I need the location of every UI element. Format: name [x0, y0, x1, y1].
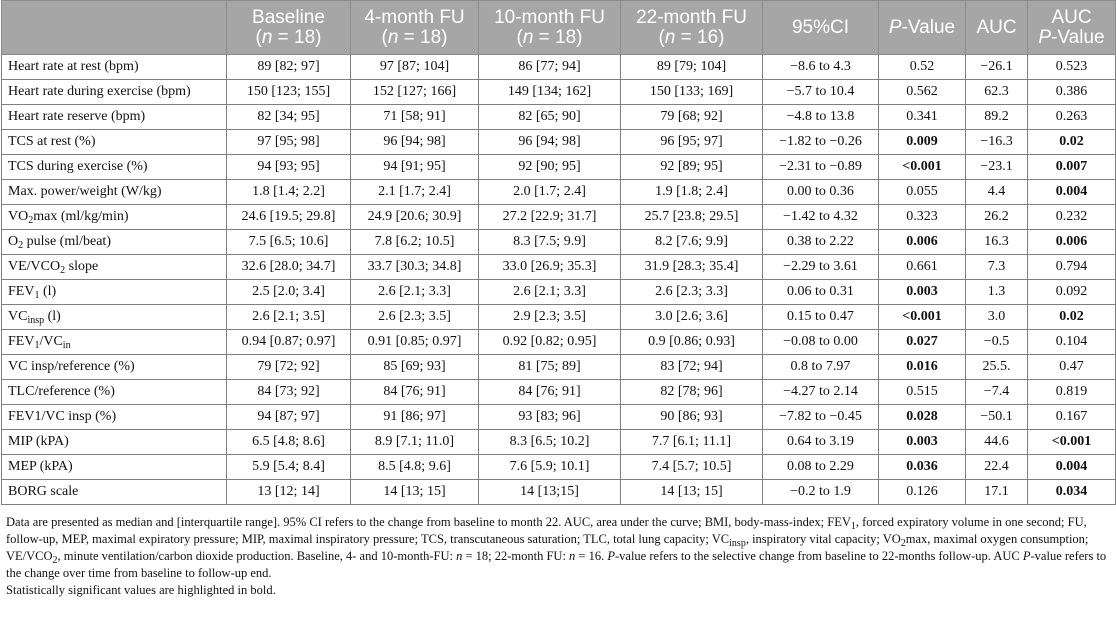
auc-cell: −23.1 [966, 155, 1028, 180]
auc-cell: −16.3 [966, 130, 1028, 155]
baseline-cell: 7.5 [6.5; 10.6] [227, 230, 351, 255]
header-auc-p-value: AUC P-Value [1028, 1, 1116, 55]
auc-cell: 22.4 [966, 455, 1028, 480]
baseline-cell: 24.6 [19.5; 29.8] [227, 205, 351, 230]
baseline-cell: 1.8 [1.4; 2.2] [227, 180, 351, 205]
auc-cell: 25.5. [966, 355, 1028, 380]
header-baseline-n: (n = 18) [255, 26, 322, 48]
table-body [2, 55, 1116, 505]
row-label: $O_2$ pulse (ml/beat) [2, 230, 227, 255]
ci-cell: 0.15 to 0.47 [763, 305, 879, 330]
fu10-cell: 92 [90; 95] [479, 155, 621, 180]
fu10-cell: 82 [65; 90] [479, 105, 621, 130]
fu4-cell: 71 [58; 91] [351, 105, 479, 130]
auc-p-value-cell: 0.232 [1028, 205, 1116, 230]
row-label: Heart rate during exercise (bpm) [2, 80, 227, 105]
table-row [2, 80, 1116, 105]
table-header [2, 1, 1116, 55]
fu22-cell: 82 [78; 96] [621, 380, 763, 405]
auc-p-value-cell: 0.47 [1028, 355, 1116, 380]
row-label: BORG scale [2, 480, 227, 505]
auc-cell: −50.1 [966, 405, 1028, 430]
auc-cell: 62.3 [966, 80, 1028, 105]
fu22-cell: 1.9 [1.8; 2.4] [621, 180, 763, 205]
row-label: Heart rate reserve (bpm) [2, 105, 227, 130]
fu22-cell: 25.7 [23.8; 29.5] [621, 205, 763, 230]
table-row [2, 205, 1116, 230]
fu10-cell: 84 [76; 91] [479, 380, 621, 405]
header-row [2, 1, 1116, 55]
baseline-cell: 150 [123; 155] [227, 80, 351, 105]
fu4-cell: 94 [91; 95] [351, 155, 479, 180]
auc-cell: 89.2 [966, 105, 1028, 130]
row-label: $VE/VCO_2$ slope [2, 255, 227, 280]
p-value-cell: 0.006 [879, 230, 966, 255]
auc-p-value-cell: 0.034 [1028, 480, 1116, 505]
footnote-significance: Statistically significant values are highlighted in bold. [6, 583, 276, 597]
baseline-cell: 13 [12; 14] [227, 480, 351, 505]
ci-cell: −4.8 to 13.8 [763, 105, 879, 130]
fu22-cell: 0.9 [0.86; 0.93] [621, 330, 763, 355]
row-label: Max. power/weight (W/kg) [2, 180, 227, 205]
ci-cell: −4.27 to 2.14 [763, 380, 879, 405]
auc-cell: 1.3 [966, 280, 1028, 305]
auc-p-value-cell: 0.167 [1028, 405, 1116, 430]
fu10-cell: 93 [83; 96] [479, 405, 621, 430]
fu10-cell: 149 [134; 162] [479, 80, 621, 105]
fu22-cell: 79 [68; 92] [621, 105, 763, 130]
auc-p-value-cell: 0.092 [1028, 280, 1116, 305]
auc-cell: 3.0 [966, 305, 1028, 330]
ci-cell: −7.82 to −0.45 [763, 405, 879, 430]
header-22-month-fu: 22-month FU (n = 16) [621, 1, 763, 55]
table-row [2, 130, 1116, 155]
baseline-cell: 2.5 [2.0; 3.4] [227, 280, 351, 305]
fu4-cell: 33.7 [30.3; 34.8] [351, 255, 479, 280]
header-parameter [2, 1, 227, 55]
p-value-cell: 0.126 [879, 480, 966, 505]
table-row [2, 280, 1116, 305]
table-row [2, 255, 1116, 280]
row-label: $FEV_1/VC_{in}$ [2, 330, 227, 355]
fu4-cell: 14 [13; 15] [351, 480, 479, 505]
p-value-cell: 0.016 [879, 355, 966, 380]
row-label: $VO_2\max$ (ml/kg/min) [2, 205, 227, 230]
table-row [2, 305, 1116, 330]
footnote-abbreviations: Data are presented as median and [interquartile range]. 95% CI refers to the change from baseline to month 22. AUC, area under the curve; BMI, body-mass-index; $FEV_1$, forced expiratory volume in one second; FU, follow-up, MEP, maximal expiratory pressure; MIP, maximal inspiratory pressure; TCS, transcutaneous saturation; TLC, total lung capacity; $VC_{insp}$, inspiratory vital capacity; $VO_2\max$, maximal oxygen consumption; $VE/VCO_2$, minute ventilation/carbon dioxide production. Baseline, 4- and 10-month-FU: n = 18; 22-month FU: n = 16. P-value refers to the selective change from baseline to 22-months follow-up. AUC P-value refers to the change over time from baseline to follow-up end. [6, 515, 1107, 580]
fu10-cell: 81 [75; 89] [479, 355, 621, 380]
auc-cell: −26.1 [966, 55, 1028, 80]
fu4-cell: 0.91 [0.85; 0.97] [351, 330, 479, 355]
header-4-month-fu: 4-month FU (n = 18) [351, 1, 479, 55]
ci-cell: 0.38 to 2.22 [763, 230, 879, 255]
header-auc: AUC [966, 1, 1028, 55]
ci-cell: −0.2 to 1.9 [763, 480, 879, 505]
fu22-cell: 96 [95; 97] [621, 130, 763, 155]
fu22-cell: 3.0 [2.6; 3.6] [621, 305, 763, 330]
table-row [2, 480, 1116, 505]
header-22-month-fu-n: (n = 16) [658, 26, 725, 48]
p-value-cell: 0.003 [879, 280, 966, 305]
fu10-cell: 0.92 [0.82; 0.95] [479, 330, 621, 355]
fu4-cell: 7.8 [6.2; 10.5] [351, 230, 479, 255]
fu22-cell: 83 [72; 94] [621, 355, 763, 380]
p-value-cell: 0.028 [879, 405, 966, 430]
fu10-cell: 2.9 [2.3; 3.5] [479, 305, 621, 330]
header-p-value: P-Value [879, 1, 966, 55]
auc-p-value-cell: <0.001 [1028, 430, 1116, 455]
row-label: VC insp/reference (%) [2, 355, 227, 380]
p-value-cell: 0.003 [879, 430, 966, 455]
ci-cell: −1.82 to −0.26 [763, 130, 879, 155]
p-value-cell: 0.562 [879, 80, 966, 105]
auc-p-value-cell: 0.523 [1028, 55, 1116, 80]
p-value-cell: 0.52 [879, 55, 966, 80]
row-label: $VC_{insp}$ (l) [2, 305, 227, 330]
auc-p-value-cell: 0.02 [1028, 130, 1116, 155]
p-value-cell: <0.001 [879, 305, 966, 330]
auc-cell: 7.3 [966, 255, 1028, 280]
fu22-cell: 89 [79; 104] [621, 55, 763, 80]
baseline-cell: 94 [87; 97] [227, 405, 351, 430]
row-label: MIP (kPA) [2, 430, 227, 455]
fu10-cell: 33.0 [26.9; 35.3] [479, 255, 621, 280]
auc-p-value-cell: 0.794 [1028, 255, 1116, 280]
fu4-cell: 2.6 [2.1; 3.3] [351, 280, 479, 305]
p-value-cell: 0.341 [879, 105, 966, 130]
ci-cell: 0.00 to 0.36 [763, 180, 879, 205]
fu4-cell: 24.9 [20.6; 30.9] [351, 205, 479, 230]
auc-p-value-cell: 0.004 [1028, 455, 1116, 480]
fu10-cell: 96 [94; 98] [479, 130, 621, 155]
fu10-cell: 86 [77; 94] [479, 55, 621, 80]
fu22-cell: 8.2 [7.6; 9.9] [621, 230, 763, 255]
auc-cell: −0.5 [966, 330, 1028, 355]
ci-cell: 0.64 to 3.19 [763, 430, 879, 455]
table-row [2, 455, 1116, 480]
fu22-cell: 150 [133; 169] [621, 80, 763, 105]
fu10-cell: 7.6 [5.9; 10.1] [479, 455, 621, 480]
row-label: MEP (kPA) [2, 455, 227, 480]
auc-cell: −7.4 [966, 380, 1028, 405]
fu4-cell: 84 [76; 91] [351, 380, 479, 405]
row-label: $FEV_1$ (l) [2, 280, 227, 305]
fu22-cell: 90 [86; 93] [621, 405, 763, 430]
ci-cell: −1.42 to 4.32 [763, 205, 879, 230]
header-4-month-fu-n: (n = 18) [381, 26, 448, 48]
fu10-cell: 8.3 [6.5; 10.2] [479, 430, 621, 455]
results-table [1, 0, 1116, 505]
auc-cell: 4.4 [966, 180, 1028, 205]
p-value-cell: 0.323 [879, 205, 966, 230]
header-baseline: Baseline (n = 18) [227, 1, 351, 55]
fu4-cell: 8.5 [4.8; 9.6] [351, 455, 479, 480]
fu22-cell: 14 [13; 15] [621, 480, 763, 505]
ci-cell: −8.6 to 4.3 [763, 55, 879, 80]
table-row [2, 380, 1116, 405]
baseline-cell: 79 [72; 92] [227, 355, 351, 380]
p-value-cell: 0.661 [879, 255, 966, 280]
row-label: TCS during exercise (%) [2, 155, 227, 180]
auc-p-value-cell: 0.386 [1028, 80, 1116, 105]
table-row [2, 180, 1116, 205]
p-value-cell: 0.055 [879, 180, 966, 205]
table-footnotes [6, 514, 1110, 599]
baseline-cell: 5.9 [5.4; 8.4] [227, 455, 351, 480]
fu10-cell: 14 [13;15] [479, 480, 621, 505]
baseline-cell: 0.94 [0.87; 0.97] [227, 330, 351, 355]
baseline-cell: 84 [73; 92] [227, 380, 351, 405]
baseline-cell: 2.6 [2.1; 3.5] [227, 305, 351, 330]
baseline-cell: 97 [95; 98] [227, 130, 351, 155]
p-value-cell: 0.009 [879, 130, 966, 155]
baseline-cell: 89 [82; 97] [227, 55, 351, 80]
fu4-cell: 85 [69; 93] [351, 355, 479, 380]
fu4-cell: 97 [87; 104] [351, 55, 479, 80]
auc-p-value-cell: 0.104 [1028, 330, 1116, 355]
fu22-cell: 92 [89; 95] [621, 155, 763, 180]
fu4-cell: 152 [127; 166] [351, 80, 479, 105]
table-row [2, 230, 1116, 255]
fu10-cell: 8.3 [7.5; 9.9] [479, 230, 621, 255]
fu22-cell: 2.6 [2.3; 3.3] [621, 280, 763, 305]
p-value-cell: 0.515 [879, 380, 966, 405]
ci-cell: −0.08 to 0.00 [763, 330, 879, 355]
table-row [2, 330, 1116, 355]
fu10-cell: 2.0 [1.7; 2.4] [479, 180, 621, 205]
fu4-cell: 8.9 [7.1; 11.0] [351, 430, 479, 455]
table-row [2, 105, 1116, 130]
header-95-ci: 95%CI [763, 1, 879, 55]
ci-cell: −2.29 to 3.61 [763, 255, 879, 280]
baseline-cell: 32.6 [28.0; 34.7] [227, 255, 351, 280]
auc-cell: 44.6 [966, 430, 1028, 455]
auc-p-value-cell: 0.263 [1028, 105, 1116, 130]
fu22-cell: 7.7 [6.1; 11.1] [621, 430, 763, 455]
fu10-cell: 2.6 [2.1; 3.3] [479, 280, 621, 305]
auc-p-value-cell: 0.006 [1028, 230, 1116, 255]
ci-cell: 0.08 to 2.29 [763, 455, 879, 480]
baseline-cell: 94 [93; 95] [227, 155, 351, 180]
fu4-cell: 2.1 [1.7; 2.4] [351, 180, 479, 205]
auc-cell: 16.3 [966, 230, 1028, 255]
baseline-cell: 6.5 [4.8; 8.6] [227, 430, 351, 455]
ci-cell: 0.8 to 7.97 [763, 355, 879, 380]
fu22-cell: 31.9 [28.3; 35.4] [621, 255, 763, 280]
ci-cell: 0.06 to 0.31 [763, 280, 879, 305]
auc-p-value-cell: 0.02 [1028, 305, 1116, 330]
table-row [2, 55, 1116, 80]
header-10-month-fu: 10-month FU (n = 18) [479, 1, 621, 55]
p-value-cell: 0.036 [879, 455, 966, 480]
row-label: FEV1/VC insp (%) [2, 405, 227, 430]
p-value-cell: <0.001 [879, 155, 966, 180]
auc-p-value-cell: 0.004 [1028, 180, 1116, 205]
ci-cell: −5.7 to 10.4 [763, 80, 879, 105]
row-label: Heart rate at rest (bpm) [2, 55, 227, 80]
baseline-cell: 82 [34; 95] [227, 105, 351, 130]
table-row [2, 405, 1116, 430]
auc-cell: 26.2 [966, 205, 1028, 230]
auc-p-value-cell: 0.819 [1028, 380, 1116, 405]
auc-p-value-cell: 0.007 [1028, 155, 1116, 180]
fu4-cell: 91 [86; 97] [351, 405, 479, 430]
fu4-cell: 96 [94; 98] [351, 130, 479, 155]
table-row [2, 355, 1116, 380]
header-10-month-fu-n: (n = 18) [516, 26, 583, 48]
ci-cell: −2.31 to −0.89 [763, 155, 879, 180]
fu4-cell: 2.6 [2.3; 3.5] [351, 305, 479, 330]
p-value-cell: 0.027 [879, 330, 966, 355]
table-row [2, 430, 1116, 455]
fu10-cell: 27.2 [22.9; 31.7] [479, 205, 621, 230]
auc-cell: 17.1 [966, 480, 1028, 505]
table-row [2, 155, 1116, 180]
row-label: TLC/reference (%) [2, 380, 227, 405]
fu22-cell: 7.4 [5.7; 10.5] [621, 455, 763, 480]
row-label: TCS at rest (%) [2, 130, 227, 155]
